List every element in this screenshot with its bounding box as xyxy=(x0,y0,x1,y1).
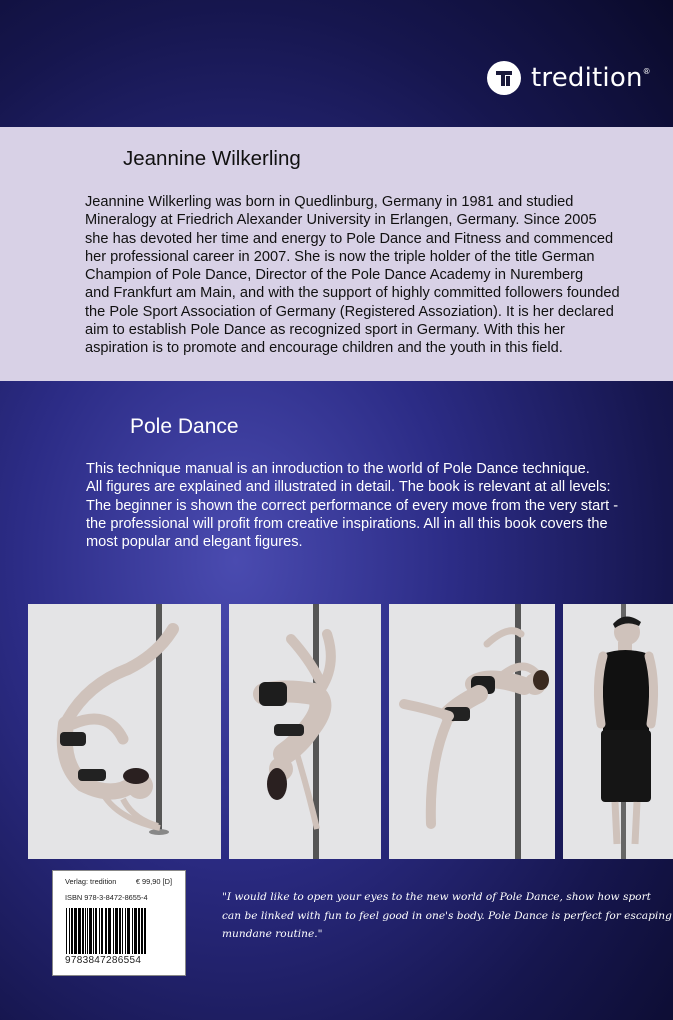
book-title: Pole Dance xyxy=(130,415,239,438)
barcode-bar xyxy=(78,908,81,954)
description-line: the professional will profit from creative inspirations. All in all this book covers the xyxy=(86,515,608,532)
publisher-line: Verlag: tredition xyxy=(65,877,117,886)
barcode-bar xyxy=(82,908,84,954)
author-panel xyxy=(0,127,673,381)
bio-line: aspiration is to promote and encourage children and the youth in this field. xyxy=(85,340,563,357)
price: € 99,90 [D] xyxy=(135,877,172,886)
barcode-bar xyxy=(115,908,118,954)
publisher-logo xyxy=(487,58,651,98)
barcode-bar xyxy=(144,908,146,954)
pole-photo-2 xyxy=(229,604,381,859)
barcode-bar xyxy=(113,908,114,954)
barcode-bar xyxy=(74,908,77,954)
bio-line: aim to establish Pole Dance as recognized sport in Germany. With this her xyxy=(85,322,565,339)
barcode-bar xyxy=(85,908,86,954)
bio-line: Jeannine Wilkerling was born in Quedlinburg, Germany in 1981 and studied xyxy=(85,194,574,210)
book-description xyxy=(86,460,656,551)
barcode-bar xyxy=(122,908,123,954)
bio-line: Mineralogy at Friedrich Alexander University in Erlangen, Germany. Since 2005 xyxy=(85,212,597,229)
author-bio xyxy=(85,193,655,358)
pole-photo-3 xyxy=(389,604,555,859)
barcode-bar xyxy=(138,908,140,954)
bio-line: the Pole Sport Association of Germany (Registered Assoziation). It is her declared xyxy=(85,303,614,320)
barcode-bar xyxy=(89,908,92,954)
description-line: All figures are explained and illustrated in detail. The book is relevant at all levels: xyxy=(86,479,611,496)
description-line: This technique manual is an inroduction to the world of Pole Dance technique. xyxy=(86,461,590,477)
barcode-bar xyxy=(141,908,143,954)
publisher-name: tredition® xyxy=(531,63,651,93)
bio-line: and Frankfurt am Main, and with the support of highly committed followers founded xyxy=(85,285,620,302)
bio-line: her professional career in 2007. She is now the triple holder of the title German xyxy=(85,248,595,265)
pole-photo-4 xyxy=(563,604,673,859)
barcode-bar xyxy=(101,908,103,954)
barcode-bar xyxy=(87,908,88,954)
bio-line: she has devoted her time and energy to Pole Dance and Fitness and commenced xyxy=(85,230,614,247)
description-line: The beginner is shown the correct performance of every move from the very start - xyxy=(86,497,619,514)
barcode-bar xyxy=(95,908,97,954)
barcode xyxy=(65,908,169,954)
barcode-bar xyxy=(108,908,111,954)
barcode-bar xyxy=(125,908,126,954)
barcode-bar xyxy=(66,908,67,954)
isbn-barcode-block xyxy=(52,870,186,976)
pole-photo-1 xyxy=(28,604,221,859)
barcode-bar xyxy=(134,908,137,954)
bio-line: Champion of Pole Dance, Director of the Pole Dance Academy in Nuremberg xyxy=(85,267,584,284)
barcode-bar xyxy=(127,908,130,954)
quote-line: can be linked with fun to feel good in one's body. Pole Dance is perfect for escaping xyxy=(222,909,672,922)
barcode-bar xyxy=(99,908,100,954)
author-quote xyxy=(222,888,673,944)
barcode-bar xyxy=(105,908,107,954)
barcode-bar xyxy=(93,908,94,954)
quote-line: mundane routine." xyxy=(222,928,323,940)
description-line: most popular and elegant figures. xyxy=(86,534,303,551)
quote-line: "I would like to open your eyes to the new world of Pole Dance, show how sport xyxy=(222,891,651,903)
barcode-bar xyxy=(71,908,73,954)
author-name: Jeannine Wilkerling xyxy=(123,147,301,170)
tredition-logo-icon xyxy=(487,61,521,95)
barcode-number: 9783847286554 xyxy=(65,955,142,966)
barcode-bar xyxy=(69,908,70,954)
isbn-number: ISBN 978-3-8472-8655-4 xyxy=(65,893,148,902)
barcode-bar xyxy=(119,908,121,954)
barcode-bar xyxy=(132,908,133,954)
